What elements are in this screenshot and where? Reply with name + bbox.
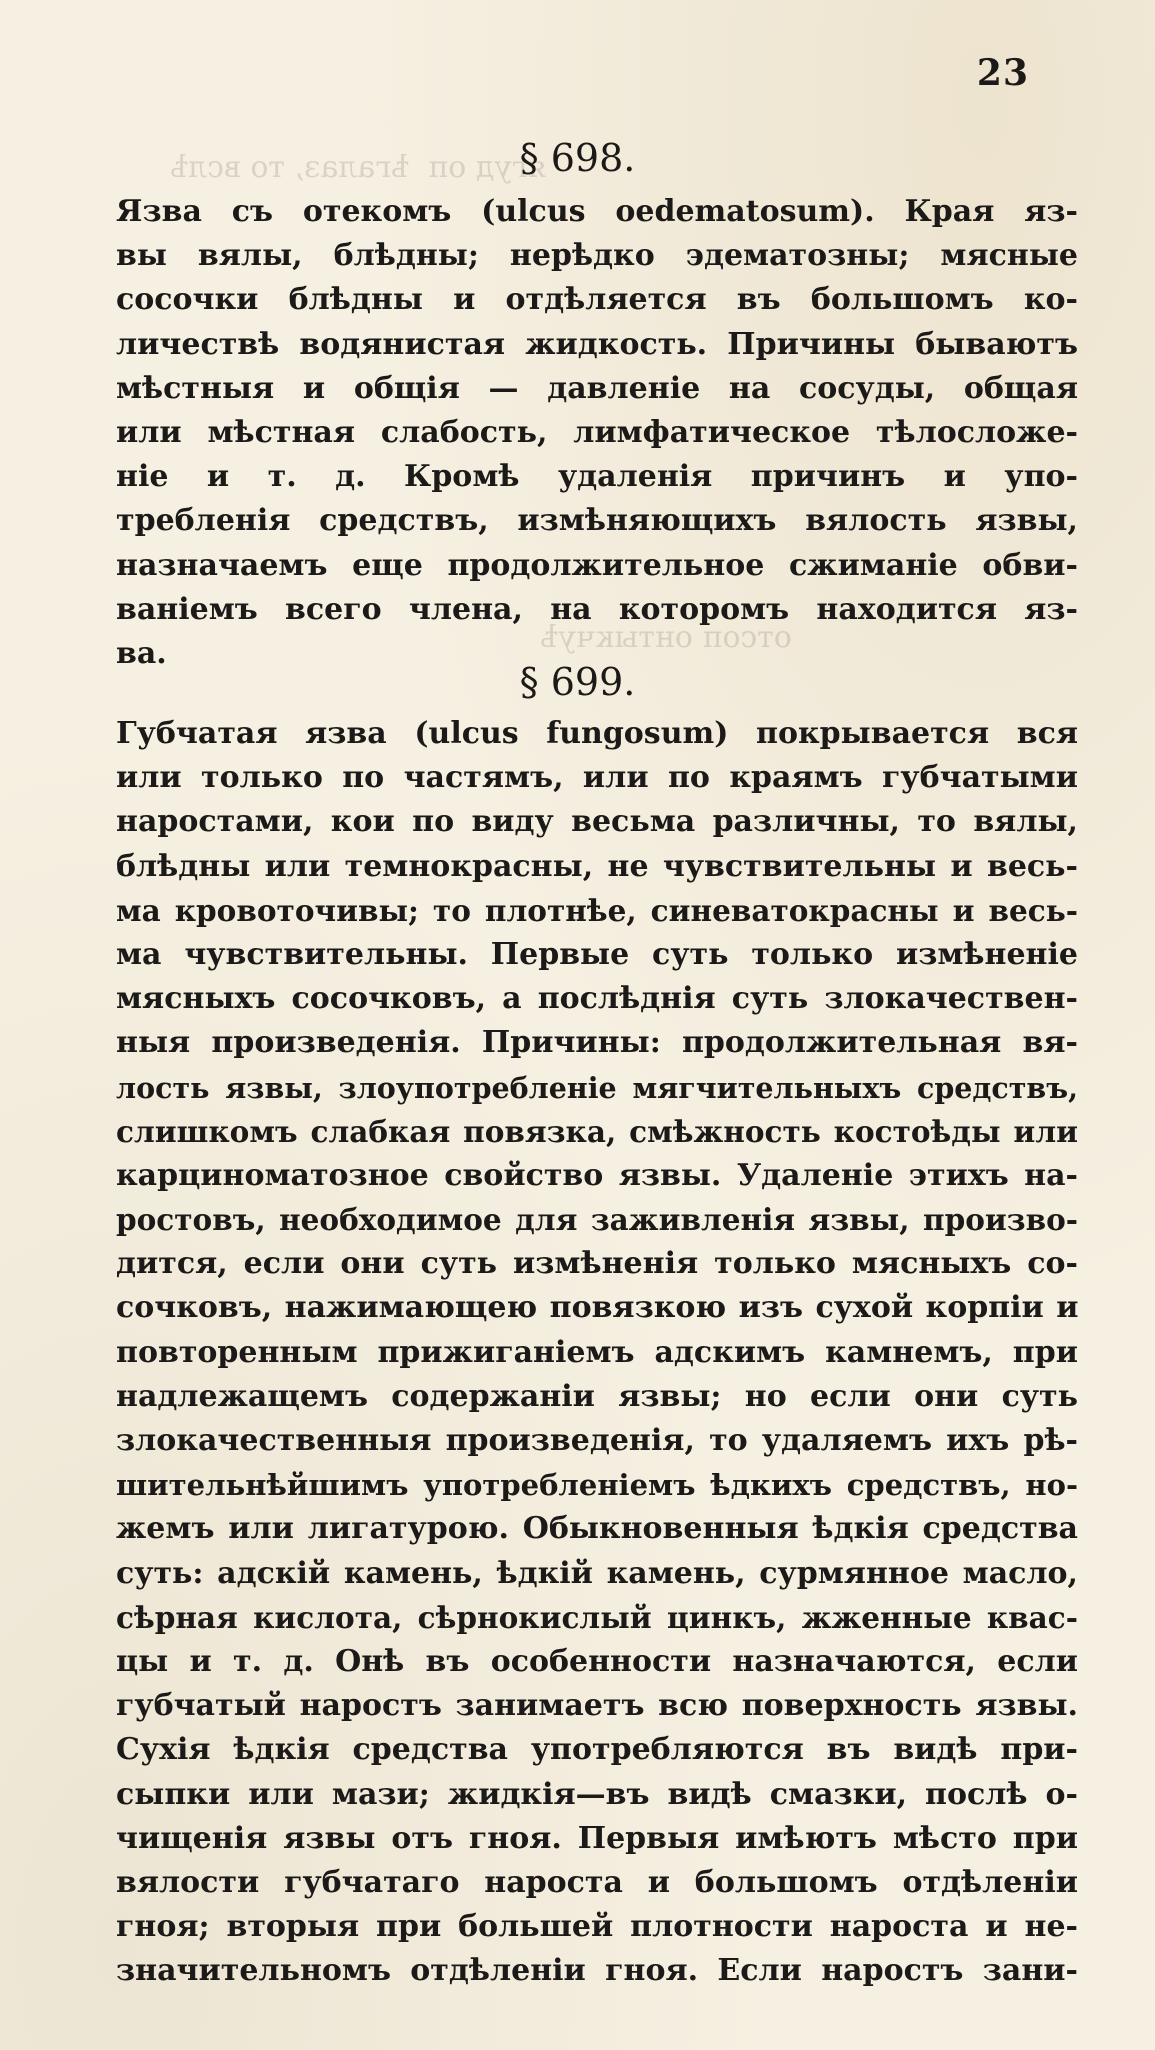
- text-line: гноя; вторыя при большей плотности нароста и не-: [116, 1909, 1078, 1945]
- text-line: чищенія язвы отъ гноя. Первыя имѣютъ мѣсто при: [116, 1820, 1078, 1856]
- text-line: злокачественныя произведенія, то удаляемъ ихъ рѣ-: [116, 1423, 1078, 1458]
- text-line: личествѣ водянистая жидкость. Причины бываютъ: [116, 326, 1078, 362]
- text-line: мясныхъ сосочковъ, а послѣднія суть злокачествен-: [116, 981, 1078, 1017]
- text-line: цы и т. д. Онѣ въ особенности назначаются, если: [116, 1643, 1078, 1679]
- text-line: суть: адскій камень, ѣдкій камень, сурмянное масло,: [116, 1555, 1078, 1591]
- section-699-body: [116, 712, 1078, 1993]
- text-line: дится, если они суть измѣненія только мясныхъ со-: [116, 1246, 1078, 1282]
- text-line: ваніемъ всего члена, на которомъ находится яз-: [116, 591, 1078, 627]
- text-line: ныя произведенія. Причины: продолжительная вя-: [116, 1025, 1078, 1061]
- text-line: Губчатая язва (ulcus fungosum) покрывается вся: [116, 716, 1078, 751]
- text-line: вы вялы, блѣдны; нерѣдко эдематозны; мясные: [116, 238, 1078, 274]
- show-through-text: отсоп онтыкчуѣ: [540, 620, 792, 655]
- text-line: ма чувствительны. Первые суть только измѣненіе: [116, 936, 1078, 972]
- text-line: сочковъ, нажимающею повязкою изъ сухой корпіи и: [116, 1290, 1079, 1326]
- text-line: ма кровоточивы; то плотнѣе, синеватокрасны и весь-: [116, 892, 1078, 928]
- text-line: назначаемъ еще продолжительное сжиманіе обви-: [116, 547, 1078, 583]
- text-line: блѣдны или темнокрасны, не чувствительны и весь-: [116, 848, 1078, 884]
- text-line: требленія средствъ, измѣняющихъ вялость язвы,: [116, 503, 1078, 539]
- text-line: вялости губчатаго нароста и большомъ отдѣленіи: [116, 1864, 1078, 1900]
- text-line: жемъ или лигатурою. Обыкновенныя ѣдкія средства: [116, 1511, 1078, 1547]
- text-line: Сухія ѣдкія средства употребляются въ видѣ при-: [116, 1732, 1078, 1768]
- text-line: слишкомъ слабкая повязка, смѣжность костоѣды или: [116, 1113, 1078, 1149]
- text-line: повторенным прижиганіемъ адскимъ камнемъ, при: [116, 1334, 1078, 1370]
- text-line: губчатый наростъ занимаетъ всю поверхность язвы.: [116, 1688, 1078, 1724]
- section-heading-698: § 698.: [519, 136, 636, 180]
- text-line: наростами, кои по виду весьма различны, то вялы,: [116, 804, 1078, 840]
- page-number: 23: [976, 52, 1029, 94]
- text-line: ва.: [116, 635, 167, 671]
- text-line: или только по частямъ, или по краямъ губчатыми: [116, 760, 1078, 796]
- section-heading-699: § 699.: [519, 660, 636, 704]
- text-line: сыпки или мази; жидкія—въ видѣ смазки, послѣ о-: [116, 1776, 1078, 1812]
- text-line: или мѣстная слабость, лимфатическое тѣлосложе-: [116, 414, 1078, 450]
- text-line: шительнѣйшимъ употребленіемъ ѣдкихъ средствъ, но-: [116, 1468, 1078, 1503]
- section-698-body: [116, 190, 1078, 676]
- show-through-text: ягуд оп ѣгалаз, то вслѣ: [170, 150, 547, 185]
- text-line: значительномъ отдѣленіи гноя. Если наростъ зани-: [116, 1953, 1078, 1989]
- text-line: надлежащемъ содержаніи язвы; но если они суть: [116, 1378, 1078, 1414]
- text-line: мѣстныя и общія — давленіе на сосуды, общая: [116, 370, 1078, 406]
- text-line: лость язвы, злоупотребленіе мягчительныхъ средствъ,: [116, 1070, 1078, 1105]
- text-line: ніе и т. д. Кромѣ удаленія причинъ и упо-: [116, 459, 1078, 495]
- text-line: ростовъ, необходимое для заживленія язвы, произво-: [116, 1202, 1078, 1238]
- text-line: сосочки блѣдны и отдѣляется въ большомъ ко-: [116, 282, 1078, 318]
- text-line: сѣрная кислота, сѣрнокислый цинкъ, жженные квас-: [116, 1599, 1078, 1635]
- text-line: Язва съ отекомъ (ulcus oedematosum). Края яз-: [116, 194, 1078, 229]
- text-line: карциноматозное свойство язвы. Удаленіе этихъ на-: [116, 1157, 1078, 1193]
